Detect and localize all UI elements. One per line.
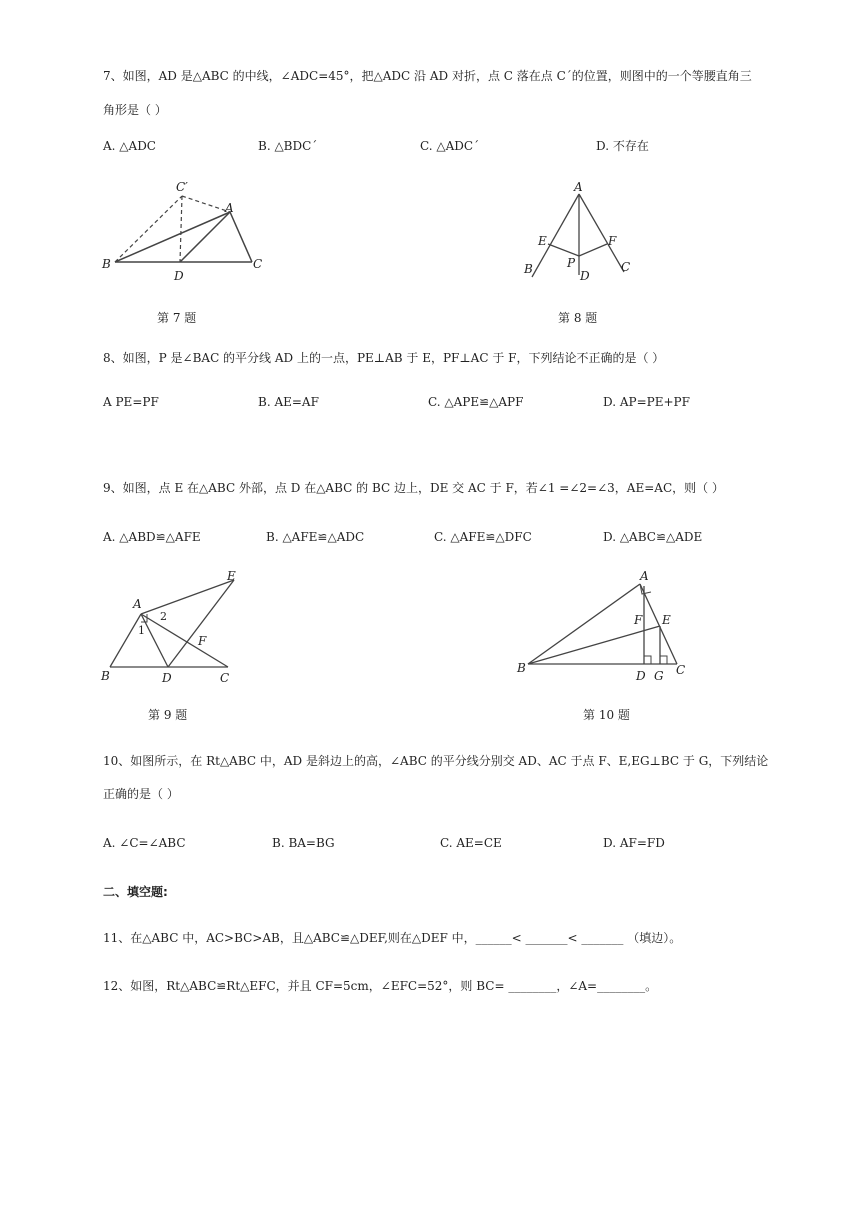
q8-label-p: P (567, 256, 576, 270)
q9-caption: 第 9 题 (148, 708, 188, 722)
q10-label-g: G (654, 669, 664, 683)
q7-option-d: D. 不存在 (596, 139, 649, 153)
q10-option-b: B. BA=BG (272, 836, 335, 850)
q7-label-c: C (253, 257, 263, 271)
q9-option-a: A. △ABD≌△AFE (103, 530, 201, 544)
q8-caption: 第 8 题 (558, 311, 598, 325)
q7-option-c: C. △ADC´ (420, 139, 480, 153)
q8-option-c: C. △APE≌△APF (428, 395, 524, 409)
q8-label-e: E (538, 234, 547, 248)
q8-label-f: F (608, 234, 617, 248)
q8-option-b: B. AE=AF (258, 395, 319, 409)
q8-label-a: A (574, 180, 583, 194)
q9-label-d: D (162, 671, 172, 685)
q7-label-a: A (225, 201, 234, 215)
q11-text: 11、在△ABC 中，AC>BC>AB，且△ABC≌△DEF,则在△DEF 中，______< _______< _______ （填边）。 (103, 931, 682, 945)
q12-text: 12、如图，Rt△ABC≌Rt△EFC，并且 CF=5cm，∠EFC=52°，则 BC= ________，∠A=________。 (103, 979, 658, 993)
q10-option-d: D. AF=FD (603, 836, 665, 850)
q8-stem: 8、如图，P 是∠BAC 的平分线 AD 上的一点，PE⊥AB 于 E，PF⊥AC 于 F，下列结论不正确的是（ ） (103, 351, 665, 365)
q8-option-a: A PE=PF (103, 395, 159, 409)
q7-option-b: B. △BDC´ (258, 139, 318, 153)
q9-label-b: B (101, 669, 110, 683)
q8-option-d: D. AP=PE+PF (603, 395, 690, 409)
q10-stem-line2: 正确的是（ ） (103, 787, 179, 801)
q9-label-c: C (220, 671, 230, 685)
q10-option-c: C. AE=CE (440, 836, 502, 850)
q10-label-b: B (517, 661, 526, 675)
q7-caption: 第 7 题 (157, 311, 197, 325)
q7-stem-line1: 7、如图，AD 是△ABC 的中线，∠ADC=45°，把△ADC 沿 AD 对折，点 C 落在点 C´的位置，则图中的一个等腰直角三 (103, 69, 752, 83)
q9-label-2: 2 (160, 610, 167, 623)
q8-label-d: D (580, 269, 590, 283)
q7-option-a: A. △ADC (103, 139, 156, 153)
q9-label-1: 1 (138, 624, 145, 637)
q9-option-b: B. △AFE≌△ADC (266, 530, 365, 544)
q10-option-a: A. ∠C=∠ABC (103, 836, 186, 850)
q7-label-b: B (102, 257, 111, 271)
q7-stem-line2: 角形是（ ） (103, 103, 167, 117)
q10-label-d: D (636, 669, 646, 683)
q9-label-e: E (227, 569, 236, 583)
q8-label-b: B (524, 262, 533, 276)
q7-label-d: D (174, 269, 184, 283)
q7-label-c1: C′ (176, 180, 188, 194)
q10-label-f: F (634, 613, 643, 627)
q10-label-e: E (662, 613, 671, 627)
q10-label-c: C (676, 663, 686, 677)
q9-label-f: F (198, 634, 207, 648)
q9-option-d: D. △ABC≌△ADE (603, 530, 703, 544)
q9-stem: 9、如图，点 E 在△ABC 外部，点 D 在△ABC 的 BC 边上，DE 交 AC 于 F，若∠1 =∠2=∠3，AE=AC，则（ ） (103, 481, 724, 495)
section-fill-blank-title: 二、填空题: (103, 885, 168, 899)
q9-label-a: A (133, 597, 142, 611)
q10-label-a: A (640, 569, 649, 583)
q8-label-c: C (621, 260, 631, 274)
q10-stem-line1: 10、如图所示，在 Rt△ABC 中，AD 是斜边上的高，∠ABC 的平分线分别交 AD、AC 于点 F、E,EG⊥BC 于 G，下列结论 (103, 754, 769, 768)
q10-caption: 第 10 题 (583, 708, 630, 722)
q9-option-c: C. △AFE≌△DFC (434, 530, 532, 544)
